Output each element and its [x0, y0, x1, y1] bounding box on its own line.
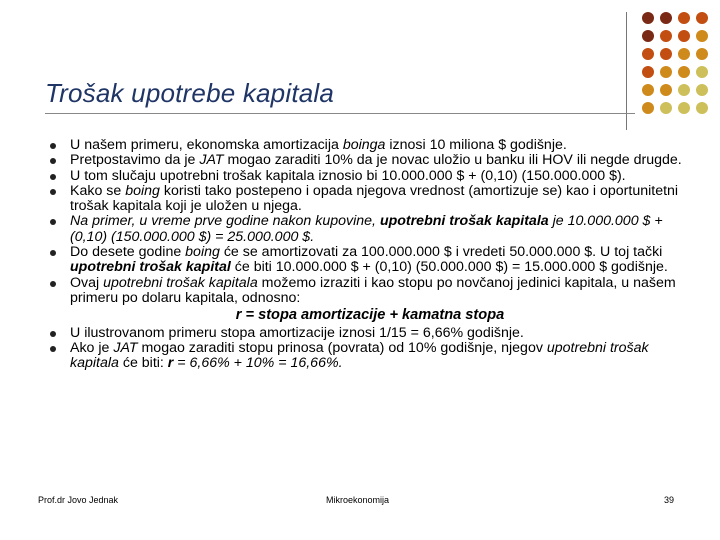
text-run: upotrebni trošak kapitala	[379, 213, 549, 230]
decor-dot	[642, 84, 654, 96]
bullet-text	[70, 213, 663, 244]
bullet-item	[50, 326, 690, 341]
bullet-text	[70, 168, 626, 184]
bullet-item	[50, 153, 690, 168]
decor-dot	[696, 12, 708, 24]
decor-dot	[678, 102, 690, 114]
decor-dot	[696, 48, 708, 60]
page-number: 39	[664, 495, 675, 505]
bullet-icon	[50, 174, 56, 180]
text-run: upotrebni trošak kapital	[70, 259, 231, 276]
bullet-item	[50, 169, 690, 184]
text-run: U tom slučaju upotrebni trošak kapitala iznosio bi 10.000.000 $ + (0,10) (150.000.000 $).	[70, 167, 626, 184]
decor-dot	[642, 30, 654, 42]
text-run: koristi tako postepeno i opada njegova vrednost (amortizuje se) kao i oportunitetni trošak kapitala koji je uložen u njega.	[70, 182, 679, 215]
text-run: upotrebni trošak kapitala	[70, 339, 649, 372]
text-run: možemo izraziti i kao stopu po novčanoj jedinici kapitala, u našem primeru po dolaru kapitala, odnosno:	[70, 274, 676, 306]
bullet-icon	[50, 281, 56, 287]
decor-dot	[642, 48, 654, 60]
text-run: Do desete godine	[70, 244, 186, 261]
bullet-icon	[50, 331, 56, 337]
text-run: JAT	[199, 152, 224, 169]
text-run: Kako se	[70, 182, 126, 199]
text-run: mogao zaraditi 10% da je novac uložio u banku ili HOV ili negde drugde.	[223, 152, 682, 169]
decor-dot	[642, 66, 654, 78]
decor-dot	[660, 84, 672, 96]
decor-dot	[678, 66, 690, 78]
bullet-icon	[50, 189, 56, 195]
formula: r = stopa amortizacije + kamatna stopa	[235, 307, 505, 324]
decor-dot	[660, 48, 672, 60]
text-run: je 10.000.000 $ + (0,10) (150.000.000 $) = 25.000.000 $.	[70, 213, 663, 245]
decor-dot	[678, 84, 690, 96]
text-run: U ilustrovanom primeru stopa amortizacije iznosi 1/15 = 6,66% godišnje.	[70, 324, 524, 341]
bullet-icon	[50, 158, 56, 164]
bullet-text	[70, 137, 567, 153]
decor-dot	[678, 12, 690, 24]
bullet-icon	[50, 143, 56, 149]
text-run: r	[167, 355, 174, 372]
bullet-text	[70, 152, 682, 168]
text-run: iznosi 10 miliona $ godišnje.	[385, 137, 567, 153]
bullet-item	[50, 276, 690, 307]
text-run: upotrebni trošak kapitala	[103, 274, 258, 291]
decor-dot	[678, 48, 690, 60]
decorative-dot-grid	[0, 0, 720, 140]
decor-dot	[660, 102, 672, 114]
decor-dot	[696, 30, 708, 42]
footer-author: Prof.dr Jovo Jednak	[38, 495, 119, 505]
decor-dot	[678, 30, 690, 42]
bullet-icon	[50, 250, 56, 256]
title-underline	[45, 113, 635, 114]
bullet-text	[70, 340, 649, 371]
bullet-item	[50, 214, 690, 245]
text-run: boinga	[342, 137, 386, 153]
bullet-icon	[50, 346, 56, 352]
decor-dot	[696, 84, 708, 96]
text-run: će biti 10.000.000 $ + (0,10) (50.000.000 $) = 15.000.000 $ godišnje.	[230, 259, 668, 276]
decor-dot	[642, 102, 654, 114]
bullet-item	[50, 341, 690, 372]
text-run: U našem primeru, ekonomska amortizacija	[70, 137, 343, 153]
text-run: će biti:	[118, 355, 168, 372]
decor-dot	[696, 66, 708, 78]
footer-course: Mikroekonomija	[326, 495, 390, 505]
bullet-item	[50, 184, 690, 215]
bullet-text	[70, 275, 676, 306]
text-run: Ovaj	[70, 274, 104, 291]
decor-dot	[660, 30, 672, 42]
decor-dot	[696, 102, 708, 114]
decor-dot	[642, 12, 654, 24]
text-run: = 6,66% + 10% = 16,66%.	[173, 355, 343, 372]
text-run: Na primer, u vreme prve godine nakon kupovine,	[70, 213, 380, 230]
bullet-icon	[50, 219, 56, 225]
text-run: Pretpostavimo da je	[70, 152, 200, 169]
text-run: boing	[125, 182, 160, 199]
bullet-text	[70, 244, 668, 275]
decor-dot	[660, 66, 672, 78]
text-run: JAT	[113, 339, 138, 356]
bullet-item	[50, 245, 690, 276]
text-run: boing	[185, 244, 220, 261]
text-run: će se amortizovati za 100.000.000 $ i vredeti 50.000.000 $. U toj tački	[219, 244, 663, 261]
bullet-text	[70, 325, 524, 341]
text-run: Ako je	[70, 339, 114, 356]
bullet-text	[70, 183, 678, 214]
bullet-item	[50, 138, 690, 153]
decor-dot	[660, 12, 672, 24]
text-run: mogao zaraditi stopu prinosa (povrata) od 10% godišnje, njegov	[137, 339, 547, 356]
bullet-list	[50, 138, 690, 371]
slide-title: Trošak upotrebe kapitala	[45, 78, 335, 108]
